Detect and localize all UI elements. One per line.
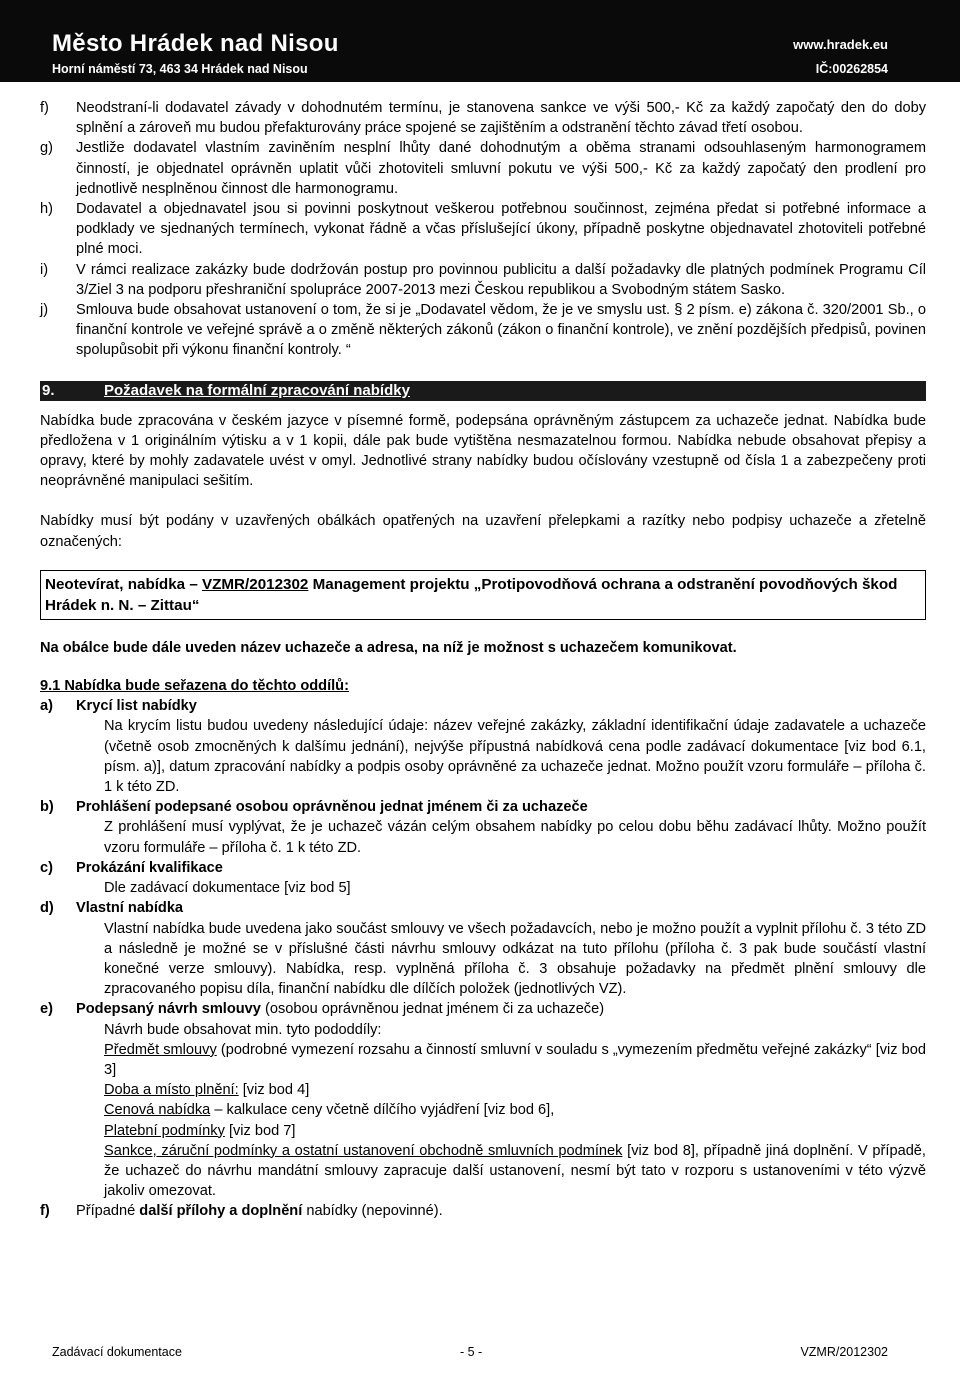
document-body <box>40 98 926 1222</box>
list-item-text: Dodavatel a objednavatel jsou si povinni poskytnout veškerou potřebnou součinnost, zejména předat si potřebné informace a podklady ve sjednaných termínech, vykonat řádně a včas příslušející úkony, případně poskytne objednavatel zhotoviteli potřebné plné moci. <box>76 201 926 258</box>
page-header <box>0 0 960 82</box>
list-item-j: j) Smlouva bude obsahovat ustanovení o tom, že si je „Dodavatel vědom, že je ve smyslu ust. § 2 písm. e) zákona č. 320/2001 Sb., o finanční kontrole ve veřejné správě a o změně některých zákonů (zákon o finanční kontrole), ve znění pozdějších předpisů, povinen spolupůsobit při výkonu finanční kontroly. “ <box>40 302 926 359</box>
section-9-para-3: Na obálce bude dále uveden název uchazeče a adresa, na níž je možnost s uchazečem komunikovat. <box>40 639 737 656</box>
part-b-text: Z prohlášení musí vyplývat, že je uchazeč vázán celým obsahem nabídky po celou dobu běhu zadávací lhůty. Možno použít vzoru formuláře – příloha č. 1 k této ZD. <box>104 819 926 856</box>
section-9-heading: 9. Požadavek na formální zpracování nabídky <box>40 381 926 401</box>
list-item-g: g) Jestliže dodavatel vlastním zaviněním nesplní lhůty dané dohodnutým a oběma stranami odsouhlaseným harmonogramem činností, je objednatel oprávněn uplatit vůči zhotoviteli smluvní pokutu ve výši 500,- Kč za každý započatý den prodlení pro jednotlivě nesplněnou činnost dle harmonogramu. <box>40 140 926 197</box>
envelope-label-box: Neotevírat, nabídka – VZMR/2012302 Management projektu „Protipovodňová ochrana a odstranění povodňových škod Hrádek n. N. – Zittau“ <box>40 570 926 620</box>
part-e-item: Platební podmínky [viz bod 7] <box>104 1122 296 1139</box>
city-title: Město Hrádek nad Nisou <box>52 30 339 57</box>
section-9-para-2: Nabídky musí být podány v uzavřených obálkách opatřených na uzavření přelepkami a razítky nebo podpisy uchazeče a zřetelně označených: <box>40 513 926 550</box>
list-item-text: Jestliže dodavatel vlastním zaviněním nesplní lhůty dané dohodnutým a oběma stranami odsouhlaseným harmonogramem činností, je objednatel oprávněn uplatit vůči zhotoviteli smluvní pokutu ve výši 500,- Kč za každý započatý den prodlení pro jednotlivě nesplněnou činnost dle harmonogramu. <box>76 140 926 197</box>
list-item-i: i) V rámci realizace zakázky bude dodržován postup pro povinnou publicitu a další požadavky dle platných podmínek Programu Cíl 3/Ziel 3 na podporu přeshraniční spolupráce 2007-2013 mezi Českou republikou a Svobodným státem Sasko. <box>40 261 926 298</box>
part-e-intro: Návrh bude obsahovat min. tyto pododdíly: <box>104 1021 382 1038</box>
part-f: f) Případné další přílohy a doplnění nabídky (nepovinné). <box>40 1203 443 1220</box>
part-d: d) Vlastní nabídka <box>40 900 184 917</box>
page-number: - 5 - <box>460 1345 483 1359</box>
part-a-text: Na krycím listu budou uvedeny následující údaje: název veřejné zakázky, základní identifikační údaje zadavatele a uchazeče (včetně osob zmocněných k dalšímu jednání), nejvýše přípustná nabídková cena podle zadávací dokumentace [viz bod 6.1, písm. a)], datum zpracování nabídky a podpis osoby oprávněné za uchazeče jednat. Možno použít vzoru formuláře – příloha č. 1 k této ZD. <box>104 718 926 796</box>
part-e-item: Doba a místo plnění: [viz bod 4] <box>104 1082 310 1099</box>
part-c-text: Dle zadávací dokumentace [viz bod 5] <box>104 880 351 897</box>
list-item-text: Neodstraní-li dodavatel závady v dohodnutém termínu, je stanovena sankce ve výši 500,- Kč za každý započatý den do doby splnění a zároveň mu budou přefakturovány práce spojené se zajištěním a odstranění těchto závad třetí osobou. <box>76 100 926 137</box>
part-b: b) Prohlášení podepsané osobou oprávněnou jednat jménem či za uchazeče <box>40 799 588 816</box>
part-e: e) Podepsaný návrh smlouvy (osobou oprávněnou jednat jménem či za uchazeče) <box>40 1001 605 1018</box>
section-9-para-1: Nabídka bude zpracována v českém jazyce v písemné formě, podepsána oprávněným zástupcem za uchazeče jednat. Nabídka bude předložena v 1 originálním výtisku a v 1 kopii, dále pak bude vytištěna nesmazatelnou formou. Nabídka nebude obsahovat přepisy a opravy, které by mohly zadavatele uvést v omyl. Jednotlivé strany nabídky budou očíslovány vzestupně od čísla 1 a zabezpečeny proti neoprávněné manipulaci sešitím. <box>40 412 926 490</box>
footer-doc-name: Zadávací dokumentace <box>52 1345 182 1359</box>
part-e-item: Sankce, záruční podmínky a ostatní ustanovení obchodně smluvních podmínek [viz bod 8], případně jiná doplnění. V případě, že uchazeč do návrhu mandátní smlouvy zapracuje další ustanovení, nesmí být tato v rozporu s ustanoveními v této výzvě jakoliv omezovat. <box>104 1142 926 1200</box>
list-item-f: f) Neodstraní-li dodavatel závady v dohodnutém termínu, je stanovena sankce ve výši 500,- Kč za každý započatý den do doby splnění a zároveň mu budou přefakturovány práce spojené se zajištěním a odstranění těchto závad třetí osobou. <box>40 100 926 137</box>
subsection-9-1-title: 9.1 Nabídka bude seřazena do těchto oddílů: <box>40 678 349 695</box>
part-c: c) Prokázání kvalifikace <box>40 859 223 876</box>
part-e-item: Cenová nabídka – kalkulace ceny včetně dílčího vyjádření [viz bod 6], <box>104 1102 555 1119</box>
footer-code: VZMR/2012302 <box>800 1345 888 1359</box>
list-item-text: V rámci realizace zakázky bude dodržován postup pro povinnou publicitu a další požadavky dle platných podmínek Programu Cíl 3/Ziel 3 na podporu přeshraniční spolupráce 2007-2013 mezi Českou republikou a Svobodným státem Sasko. <box>76 261 926 298</box>
website-link[interactable]: www.hradek.eu <box>793 37 888 52</box>
list-item-h: h) Dodavatel a objednavatel jsou si povinni poskytnout veškerou potřebnou součinnost, zejména předat si potřebné informace a podklady ve sjednaných termínech, vykonat řádně a včas příslušející úkony, případně poskytne objednavatel zhotoviteli potřebné plné moci. <box>40 201 926 258</box>
part-e-item: Předmět smlouvy (podrobné vymezení rozsahu a činností smluvní v souladu s „vymezením předmětu veřejné zakázky“ [viz bod 3] <box>104 1041 927 1078</box>
part-a: a) Krycí list nabídky <box>40 698 197 715</box>
part-d-text: Vlastní nabídka bude uvedena jako součást smlouvy ve všech požadavcích, nebo je možno použít a vyplnit přílohu č. 3 této ZD a následně je možné se v příslušné části návrhu smlouvy odkázat na tuto přílohu (příloha č. 3 pak bude součástí vlastní konečné verze smlouvy). Nabídka, resp. vyplněná příloha č. 3 obsahuje požadavky na předmět plnění smlouvy dle zpracovaného popisu díla, finanční nabídku dle dílčích položek (jednotlivých VZ). <box>104 920 926 998</box>
list-item-text: Smlouva bude obsahovat ustanovení o tom, že si je „Dodavatel vědom, že je ve smyslu ust. § 2 písm. e) zákona č. 320/2001 Sb., o finanční kontrole ve veřejné správě a o změně některých zákonů (zákon o finanční kontrole), ve znění pozdějších předpisů, povinen spolupůsobit při výkonu finanční kontroly. “ <box>76 302 926 359</box>
city-address: Horní náměstí 73, 463 34 Hrádek nad Nisou <box>52 62 308 76</box>
ico-number: IČ:00262854 <box>815 62 888 76</box>
